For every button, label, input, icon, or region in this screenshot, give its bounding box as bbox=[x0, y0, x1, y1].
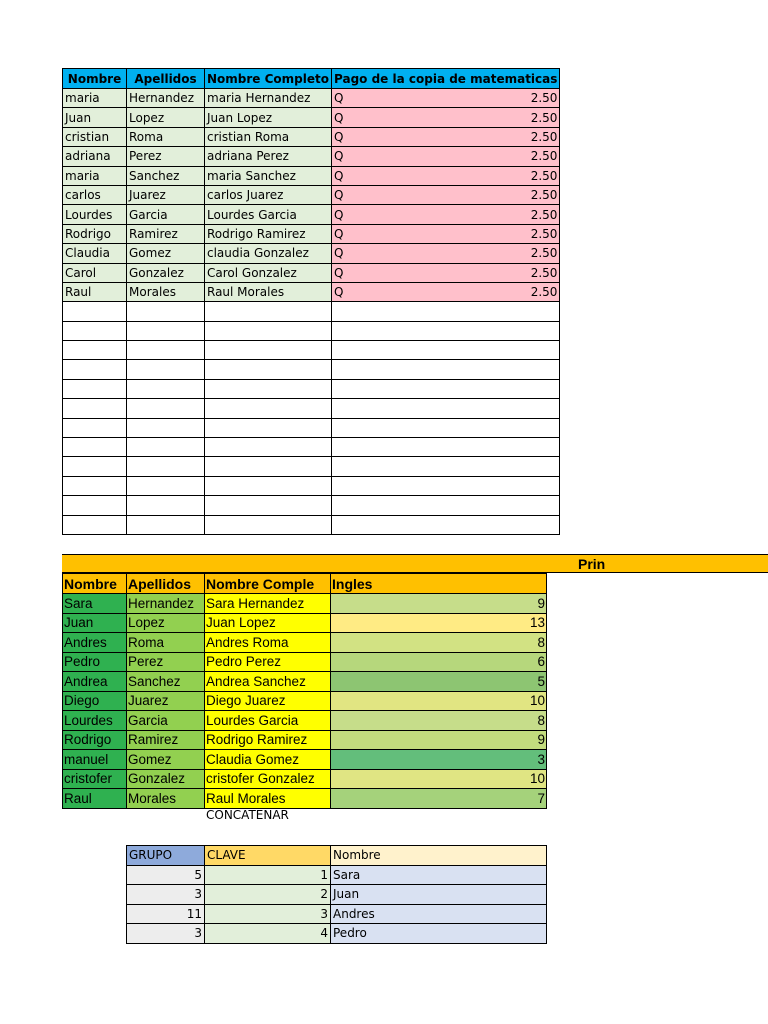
cell-nombre[interactable]: Juan bbox=[63, 108, 127, 127]
table-row bbox=[63, 89, 560, 108]
banner-title: Prin bbox=[578, 556, 606, 572]
empty-row bbox=[63, 302, 560, 321]
cell-pago[interactable] bbox=[332, 224, 560, 243]
cell-nombre[interactable]: carlos bbox=[63, 185, 127, 204]
column-header-apellidos[interactable]: Apellidos bbox=[127, 69, 205, 89]
amount: 2.50 bbox=[530, 91, 558, 106]
cell-nombre-completo[interactable]: Andres Roma bbox=[205, 633, 331, 653]
cell-apellidos[interactable]: Morales bbox=[127, 282, 205, 301]
empty-cell[interactable] bbox=[63, 399, 127, 418]
cell-apellidos[interactable]: Juarez bbox=[127, 185, 205, 204]
table-row bbox=[63, 613, 547, 633]
empty-cell[interactable] bbox=[332, 321, 560, 340]
grades-table bbox=[62, 573, 547, 809]
table-row bbox=[63, 652, 547, 672]
empty-row bbox=[63, 321, 560, 340]
cell-pago[interactable] bbox=[332, 166, 560, 185]
empty-cell[interactable] bbox=[205, 302, 332, 321]
cell-nombre[interactable]: Pedro bbox=[331, 924, 547, 944]
table-row bbox=[63, 224, 560, 243]
cell-ingles[interactable]: 9 bbox=[331, 594, 547, 614]
cell-nombre[interactable]: Rodrigo bbox=[63, 224, 127, 243]
table-row bbox=[127, 904, 547, 924]
empty-cell[interactable] bbox=[63, 515, 127, 534]
cell-nombre[interactable]: manuel bbox=[63, 750, 127, 770]
empty-cell[interactable] bbox=[127, 399, 205, 418]
amount: 2.50 bbox=[530, 246, 558, 261]
cell-apellidos[interactable]: Perez bbox=[127, 147, 205, 166]
empty-cell[interactable] bbox=[205, 321, 332, 340]
cell-nombre-completo[interactable]: Pedro Perez bbox=[205, 652, 331, 672]
cell-nombre-completo[interactable]: Raul Morales bbox=[205, 282, 332, 301]
table-row bbox=[63, 205, 560, 224]
table-header-row bbox=[63, 574, 547, 594]
empty-cell[interactable] bbox=[127, 457, 205, 476]
cell-nombre-completo[interactable]: Rodrigo Ramirez bbox=[205, 224, 332, 243]
cell-clave[interactable]: 4 bbox=[205, 924, 331, 944]
empty-cell[interactable] bbox=[205, 418, 332, 437]
payment-table bbox=[62, 68, 560, 535]
cell-nombre[interactable]: Lourdes bbox=[63, 205, 127, 224]
empty-cell[interactable] bbox=[205, 341, 332, 360]
cell-ingles[interactable]: 8 bbox=[331, 711, 547, 731]
cell-apellidos[interactable]: Garcia bbox=[127, 205, 205, 224]
amount: 2.50 bbox=[530, 168, 558, 183]
cell-apellidos[interactable]: Gomez bbox=[127, 244, 205, 263]
cell-ingles[interactable]: 10 bbox=[331, 691, 547, 711]
cell-nombre[interactable]: adriana bbox=[63, 147, 127, 166]
column-header-nombre-completo[interactable]: Nombre Comple bbox=[205, 574, 331, 594]
currency-symbol: Q bbox=[334, 207, 344, 222]
empty-cell[interactable] bbox=[205, 496, 332, 515]
cell-grupo[interactable]: 3 bbox=[127, 885, 205, 905]
empty-row bbox=[63, 496, 560, 515]
cell-ingles[interactable]: 5 bbox=[331, 672, 547, 692]
cell-clave[interactable]: 2 bbox=[205, 885, 331, 905]
table-row bbox=[63, 147, 560, 166]
cell-apellidos[interactable]: Lopez bbox=[127, 613, 205, 633]
currency-symbol: Q bbox=[334, 149, 344, 164]
column-header-nombre[interactable]: Nombre bbox=[331, 846, 547, 866]
section-banner bbox=[62, 554, 768, 573]
empty-cell[interactable] bbox=[63, 321, 127, 340]
empty-row bbox=[63, 476, 560, 495]
column-header-nombre-completo[interactable]: Nombre Completo bbox=[205, 69, 332, 89]
empty-row bbox=[63, 418, 560, 437]
table-row bbox=[63, 263, 560, 282]
empty-cell[interactable] bbox=[127, 476, 205, 495]
currency-symbol: Q bbox=[334, 168, 344, 183]
cell-grupo[interactable]: 11 bbox=[127, 904, 205, 924]
cell-apellidos[interactable]: Roma bbox=[127, 633, 205, 653]
empty-cell[interactable] bbox=[205, 515, 332, 534]
empty-cell[interactable] bbox=[63, 457, 127, 476]
table-row bbox=[63, 711, 547, 731]
empty-cell[interactable] bbox=[332, 379, 560, 398]
cell-nombre-completo[interactable]: Claudia Gomez bbox=[205, 750, 331, 770]
empty-cell[interactable] bbox=[127, 360, 205, 379]
cell-nombre-completo[interactable]: cristofer Gonzalez bbox=[205, 769, 331, 789]
cell-nombre[interactable]: maria bbox=[63, 89, 127, 108]
table-row bbox=[63, 730, 547, 750]
cell-apellidos[interactable]: Perez bbox=[127, 652, 205, 672]
empty-row bbox=[63, 399, 560, 418]
column-header-nombre[interactable]: Nombre bbox=[63, 574, 127, 594]
cell-nombre-completo[interactable]: carlos Juarez bbox=[205, 185, 332, 204]
empty-cell[interactable] bbox=[332, 515, 560, 534]
cell-clave[interactable]: 3 bbox=[205, 904, 331, 924]
cell-pago[interactable] bbox=[332, 108, 560, 127]
table-row bbox=[63, 127, 560, 146]
cell-apellidos[interactable]: Sanchez bbox=[127, 166, 205, 185]
table-row bbox=[63, 244, 560, 263]
cell-nombre[interactable]: Rodrigo bbox=[63, 730, 127, 750]
empty-cell[interactable] bbox=[63, 438, 127, 457]
currency-symbol: Q bbox=[334, 91, 344, 106]
cell-grupo[interactable]: 3 bbox=[127, 924, 205, 944]
cell-nombre-completo[interactable]: claudia Gonzalez bbox=[205, 244, 332, 263]
column-header-pago[interactable]: Pago de la copia de matematicas bbox=[332, 69, 560, 89]
empty-row bbox=[63, 457, 560, 476]
cell-nombre[interactable]: Andres bbox=[63, 633, 127, 653]
cell-pago[interactable] bbox=[332, 89, 560, 108]
amount: 2.50 bbox=[530, 226, 558, 241]
cell-nombre[interactable]: Sara bbox=[63, 594, 127, 614]
cell-nombre[interactable]: Lourdes bbox=[63, 711, 127, 731]
cell-nombre-completo[interactable]: Sara Hernandez bbox=[205, 594, 331, 614]
currency-symbol: Q bbox=[334, 226, 344, 241]
table-row bbox=[63, 691, 547, 711]
cell-apellidos[interactable]: Hernandez bbox=[127, 594, 205, 614]
cell-nombre[interactable]: Pedro bbox=[63, 652, 127, 672]
cell-nombre[interactable]: Juan bbox=[63, 613, 127, 633]
table-row bbox=[63, 185, 560, 204]
empty-cell[interactable] bbox=[205, 457, 332, 476]
table-row bbox=[63, 789, 547, 809]
empty-cell[interactable] bbox=[63, 418, 127, 437]
cell-pago[interactable] bbox=[332, 127, 560, 146]
cell-apellidos[interactable]: Gomez bbox=[127, 750, 205, 770]
table-row bbox=[63, 633, 547, 653]
cell-ingles[interactable]: 9 bbox=[331, 730, 547, 750]
empty-row bbox=[63, 438, 560, 457]
empty-cell[interactable] bbox=[127, 379, 205, 398]
amount: 2.50 bbox=[530, 110, 558, 125]
empty-cell[interactable] bbox=[127, 496, 205, 515]
amount: 2.50 bbox=[530, 265, 558, 280]
table-row bbox=[63, 769, 547, 789]
table-row bbox=[127, 885, 547, 905]
empty-cell[interactable] bbox=[332, 418, 560, 437]
table-row bbox=[63, 282, 560, 301]
cell-nombre[interactable]: Juan bbox=[331, 885, 547, 905]
cell-nombre[interactable]: Raul bbox=[63, 282, 127, 301]
currency-symbol: Q bbox=[334, 188, 344, 203]
empty-row bbox=[63, 341, 560, 360]
cell-nombre-completo[interactable]: maria Hernandez bbox=[205, 89, 332, 108]
cell-apellidos[interactable]: Ramirez bbox=[127, 224, 205, 243]
group-table-body bbox=[127, 846, 547, 944]
column-header-grupo[interactable]: GRUPO bbox=[127, 846, 205, 866]
empty-cell[interactable] bbox=[63, 341, 127, 360]
empty-cell[interactable] bbox=[63, 360, 127, 379]
currency-symbol: Q bbox=[334, 129, 344, 144]
cell-apellidos[interactable]: Gonzalez bbox=[127, 263, 205, 282]
cell-pago[interactable] bbox=[332, 263, 560, 282]
cell-grupo[interactable]: 5 bbox=[127, 865, 205, 885]
cell-apellidos[interactable]: Lopez bbox=[127, 108, 205, 127]
cell-clave[interactable]: 1 bbox=[205, 865, 331, 885]
cell-ingles[interactable]: 3 bbox=[331, 750, 547, 770]
empty-cell[interactable] bbox=[332, 302, 560, 321]
empty-cell[interactable] bbox=[332, 457, 560, 476]
cell-nombre-completo[interactable]: Lourdes Garcia bbox=[205, 711, 331, 731]
cell-apellidos[interactable]: Sanchez bbox=[127, 672, 205, 692]
amount: 2.50 bbox=[530, 129, 558, 144]
cell-nombre[interactable]: Andrea bbox=[63, 672, 127, 692]
column-header-apellidos[interactable]: Apellidos bbox=[127, 574, 205, 594]
cell-nombre-completo[interactable]: maria Sanchez bbox=[205, 166, 332, 185]
cell-nombre-completo[interactable]: adriana Perez bbox=[205, 147, 332, 166]
currency-symbol: Q bbox=[334, 285, 344, 300]
cell-nombre-completo[interactable]: Juan Lopez bbox=[205, 108, 332, 127]
cell-nombre[interactable]: Raul bbox=[63, 789, 127, 809]
empty-row bbox=[63, 360, 560, 379]
empty-row bbox=[63, 379, 560, 398]
table-row bbox=[63, 108, 560, 127]
cell-ingles[interactable]: 6 bbox=[331, 652, 547, 672]
currency-symbol: Q bbox=[334, 246, 344, 261]
cell-nombre-completo[interactable]: Carol Gonzalez bbox=[205, 263, 332, 282]
empty-row bbox=[63, 515, 560, 534]
empty-cell[interactable] bbox=[127, 321, 205, 340]
cell-nombre[interactable]: Claudia bbox=[63, 244, 127, 263]
empty-cell[interactable] bbox=[205, 360, 332, 379]
table-header-row bbox=[127, 846, 547, 866]
empty-cell[interactable] bbox=[127, 341, 205, 360]
cell-apellidos[interactable]: Juarez bbox=[127, 691, 205, 711]
table-row bbox=[127, 865, 547, 885]
empty-cell[interactable] bbox=[205, 438, 332, 457]
empty-cell[interactable] bbox=[332, 438, 560, 457]
cell-nombre[interactable]: Carol bbox=[63, 263, 127, 282]
empty-cell[interactable] bbox=[63, 496, 127, 515]
cell-apellidos[interactable]: Garcia bbox=[127, 711, 205, 731]
empty-cell[interactable] bbox=[63, 302, 127, 321]
table-row bbox=[127, 924, 547, 944]
amount: 2.50 bbox=[530, 149, 558, 164]
cell-apellidos[interactable]: Roma bbox=[127, 127, 205, 146]
cell-nombre[interactable]: cristian bbox=[63, 127, 127, 146]
cell-pago[interactable] bbox=[332, 147, 560, 166]
empty-cell[interactable] bbox=[63, 476, 127, 495]
amount: 2.50 bbox=[530, 207, 558, 222]
cell-apellidos[interactable]: Morales bbox=[127, 789, 205, 809]
table-row bbox=[63, 166, 560, 185]
cell-nombre-completo[interactable]: Rodrigo Ramirez bbox=[205, 730, 331, 750]
empty-cell[interactable] bbox=[205, 399, 332, 418]
cell-nombre[interactable]: cristofer bbox=[63, 769, 127, 789]
cell-apellidos[interactable]: Gonzalez bbox=[127, 769, 205, 789]
cell-nombre-completo[interactable]: Juan Lopez bbox=[205, 613, 331, 633]
grades-table-body bbox=[63, 594, 547, 809]
cell-ingles[interactable]: 10 bbox=[331, 769, 547, 789]
table-row bbox=[63, 594, 547, 614]
empty-cell[interactable] bbox=[332, 399, 560, 418]
empty-cell[interactable] bbox=[127, 418, 205, 437]
table-row bbox=[63, 750, 547, 770]
cell-ingles[interactable]: 13 bbox=[331, 613, 547, 633]
empty-cell[interactable] bbox=[63, 379, 127, 398]
empty-cell[interactable] bbox=[205, 476, 332, 495]
empty-cell[interactable] bbox=[127, 438, 205, 457]
cell-apellidos[interactable]: Hernandez bbox=[127, 89, 205, 108]
cell-nombre-completo[interactable]: Lourdes Garcia bbox=[205, 205, 332, 224]
banner-clip bbox=[62, 555, 606, 574]
cell-apellidos[interactable]: Ramirez bbox=[127, 730, 205, 750]
empty-cell[interactable] bbox=[332, 341, 560, 360]
empty-cell[interactable] bbox=[332, 476, 560, 495]
cell-nombre-completo[interactable]: Diego Juarez bbox=[205, 691, 331, 711]
empty-cell[interactable] bbox=[205, 379, 332, 398]
cell-nombre-completo[interactable]: Andrea Sanchez bbox=[205, 672, 331, 692]
cell-ingles[interactable]: 7 bbox=[331, 789, 547, 809]
table-row bbox=[63, 672, 547, 692]
currency-symbol: Q bbox=[334, 265, 344, 280]
cell-pago[interactable] bbox=[332, 282, 560, 301]
cell-nombre[interactable]: maria bbox=[63, 166, 127, 185]
empty-cell[interactable] bbox=[127, 515, 205, 534]
payment-table-body bbox=[63, 89, 560, 535]
empty-cell[interactable] bbox=[332, 496, 560, 515]
cell-pago[interactable] bbox=[332, 244, 560, 263]
amount: 2.50 bbox=[530, 188, 558, 203]
table-header-row bbox=[63, 69, 560, 89]
cell-pago[interactable] bbox=[332, 185, 560, 204]
cell-nombre[interactable]: Diego bbox=[63, 691, 127, 711]
currency-symbol: Q bbox=[334, 110, 344, 125]
empty-cell[interactable] bbox=[332, 360, 560, 379]
column-header-nombre[interactable]: Nombre bbox=[63, 69, 127, 89]
cell-nombre-completo[interactable]: Raul Morales bbox=[205, 789, 331, 809]
amount: 2.50 bbox=[530, 285, 558, 300]
cell-ingles[interactable]: 8 bbox=[331, 633, 547, 653]
cell-nombre[interactable]: Andres bbox=[331, 904, 547, 924]
cell-nombre[interactable]: Sara bbox=[331, 865, 547, 885]
cell-nombre-completo[interactable]: cristian Roma bbox=[205, 127, 332, 146]
column-header-clave[interactable]: CLAVE bbox=[205, 846, 331, 866]
empty-cell[interactable] bbox=[127, 302, 205, 321]
group-table bbox=[126, 845, 547, 944]
column-header-ingles[interactable]: Ingles bbox=[331, 574, 547, 594]
concat-label: CONCATENAR bbox=[206, 808, 289, 822]
cell-pago[interactable] bbox=[332, 205, 560, 224]
